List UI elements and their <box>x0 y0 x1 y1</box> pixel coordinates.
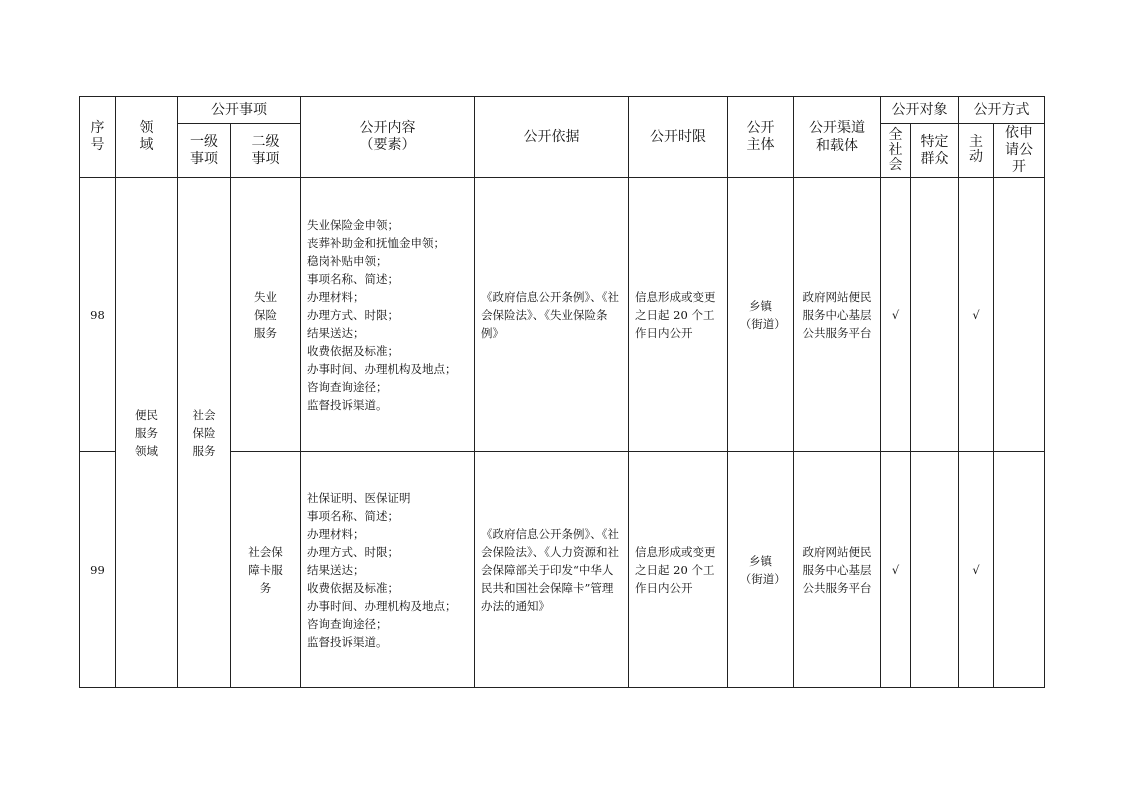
row-content <box>301 178 475 452</box>
group-domain: 便民服务领域 <box>116 178 178 688</box>
header-subject: 公开主体 <box>728 97 794 178</box>
table-row <box>80 178 1045 452</box>
header-channel: 公开渠道和载体 <box>794 97 881 178</box>
row-subject: 乡镇（街道） <box>728 178 794 452</box>
header-items: 公开事项 <box>178 97 301 124</box>
content-line: 结果送达； <box>307 325 365 340</box>
header-audience: 公开对象 <box>881 97 959 124</box>
row-method-request <box>994 178 1045 452</box>
row-seq: 99 <box>80 452 116 688</box>
row-content <box>301 452 475 688</box>
header-content: 公开内容 （要素） <box>301 97 475 178</box>
disclosure-table <box>79 96 1045 688</box>
row-basis: 《政府信息公开条例》、《社会保险法》、《人力资源和社会保障部关于印发“中华人民共和国社会保障卡”管理办法的通知》 <box>475 452 629 688</box>
row-method-active-check: √ <box>959 452 994 688</box>
content-line: 丧葬补助金和抚恤金申领； <box>307 235 445 250</box>
header-level1: 一级事项 <box>178 124 231 178</box>
header-audience-specific: 特定群众 <box>911 124 959 178</box>
content-line: 监督投诉渠道。 <box>307 397 388 412</box>
content-line: 事项名称、简述； <box>307 271 399 286</box>
content-line: 办事时间、办理机构及地点； <box>307 361 457 376</box>
content-line: 失业保险金申领； <box>307 217 399 232</box>
content-line: 事项名称、简述； <box>307 508 399 523</box>
row-time-limit: 信息形成或变更之日起 20 个工作日内公开 <box>629 178 728 452</box>
row-method-active-check: √ <box>959 178 994 452</box>
row-basis: 《政府信息公开条例》、《社会保险法》、《失业保险条例》 <box>475 178 629 452</box>
header-audience-all: 全社会 <box>881 124 911 178</box>
content-line: 结果送达； <box>307 562 365 577</box>
row-channel: 政府网站便民服务中心基层公共服务平台 <box>794 452 881 688</box>
row-channel: 政府网站便民服务中心基层公共服务平台 <box>794 178 881 452</box>
header-method-active: 主动 <box>959 124 994 178</box>
content-line: 收费依据及标准； <box>307 580 399 595</box>
row-level2: 失业保险服务 <box>231 178 301 452</box>
row-level2: 社会保障卡服务 <box>231 452 301 688</box>
row-audience-all-check: √ <box>881 178 911 452</box>
row-method-request <box>994 452 1045 688</box>
header-basis: 公开依据 <box>475 97 629 178</box>
row-audience-all-check: √ <box>881 452 911 688</box>
header-method: 公开方式 <box>959 97 1045 124</box>
header-time-limit: 公开时限 <box>629 97 728 178</box>
row-audience-specific <box>911 178 959 452</box>
content-line: 咨询查询途径； <box>307 616 388 631</box>
content-line: 办理材料； <box>307 289 365 304</box>
group-level1: 社会保险服务 <box>178 178 231 688</box>
content-line: 社保证明、医保证明 <box>307 490 411 505</box>
content-line: 咨询查询途径； <box>307 379 388 394</box>
header-level2: 二级事项 <box>231 124 301 178</box>
header-method-request: 依申请公开 <box>994 124 1045 178</box>
content-line: 监督投诉渠道。 <box>307 634 388 649</box>
content-line: 办理方式、时限； <box>307 307 399 322</box>
content-line: 办事时间、办理机构及地点； <box>307 598 457 613</box>
row-audience-specific <box>911 452 959 688</box>
header-seq: 序号 <box>80 97 116 178</box>
content-line: 收费依据及标准； <box>307 343 399 358</box>
content-line: 稳岗补贴申领； <box>307 253 388 268</box>
content-line: 办理方式、时限； <box>307 544 399 559</box>
header-domain: 领域 <box>116 97 178 178</box>
row-seq: 98 <box>80 178 116 452</box>
content-line: 办理材料； <box>307 526 365 541</box>
row-subject: 乡镇（街道） <box>728 452 794 688</box>
row-time-limit: 信息形成或变更之日起 20 个工作日内公开 <box>629 452 728 688</box>
